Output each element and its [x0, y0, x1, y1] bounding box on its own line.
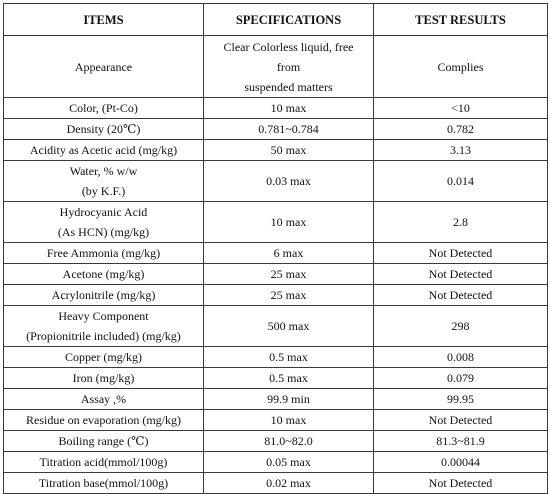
header-items: ITEMS: [4, 4, 204, 36]
item-cell: [4, 243, 204, 264]
item-cell-line: Assay ,%: [80, 392, 127, 406]
table-row: [4, 410, 548, 431]
spec-cell: [204, 36, 374, 98]
header-specifications: SPECIFICATIONS: [204, 4, 374, 36]
spec-cell-line: 0.781~0.784: [258, 122, 319, 136]
spec-cell: [204, 243, 374, 264]
item-cell-line: Density (20℃): [66, 122, 141, 136]
item-cell: [4, 431, 204, 452]
item-cell-line: Titration acid(mmol/100g): [39, 455, 168, 469]
item-cell: [4, 410, 204, 431]
table-row: [4, 98, 548, 119]
item-cell-line: Heavy Component: [58, 309, 149, 323]
table-row: [4, 243, 548, 264]
header-row: [4, 4, 548, 36]
table-row: [4, 347, 548, 368]
item-cell-line: Water, % w/w: [69, 164, 138, 178]
result-cell: Not Detected: [374, 264, 548, 285]
table-row: [4, 368, 548, 389]
spec-cell-line: 10 max: [270, 215, 307, 229]
spec-cell-line: suspended matters: [244, 79, 333, 94]
spec-cell: [204, 473, 374, 494]
item-cell-line: Hydrocyanic Acid: [59, 205, 148, 219]
spec-cell: [204, 368, 374, 389]
spec-cell-line: 0.05 max: [266, 455, 311, 469]
spec-cell-line: 0.02 max: [266, 476, 311, 490]
result-cell: Not Detected: [374, 410, 548, 431]
spec-cell-line: 25 max: [270, 288, 307, 302]
header-test-results: TEST RESULTS: [374, 4, 548, 36]
item-cell: [4, 161, 204, 202]
spec-cell-line: 10 max: [270, 101, 307, 115]
spec-cell-line: 0.03 max: [266, 174, 311, 188]
item-cell-line: Color, (Pt-Co): [69, 101, 138, 115]
item-cell: [4, 368, 204, 389]
table-row: [4, 202, 548, 243]
table-row: [4, 161, 548, 202]
table-row: [4, 140, 548, 161]
spec-cell: [204, 431, 374, 452]
item-cell-line: Acetone (mg/kg): [62, 267, 145, 281]
result-cell: 0.014: [374, 161, 548, 202]
item-cell: [4, 389, 204, 410]
spec-cell-line: 50 max: [270, 143, 307, 157]
result-cell: Not Detected: [374, 473, 548, 494]
item-cell-line: (As HCN) (mg/kg): [57, 225, 150, 239]
item-cell-line: Copper (mg/kg): [65, 350, 142, 364]
item-cell-line: Iron (mg/kg): [72, 371, 135, 385]
item-cell: [4, 140, 204, 161]
item-cell-line: Acidity as Acetic acid (mg/kg): [29, 143, 178, 157]
spec-cell-line: 6 max: [273, 246, 304, 260]
spec-cell-line: 10 max: [270, 413, 307, 427]
item-cell-line: Titration base(mmol/100g): [38, 476, 169, 490]
result-cell: 3.13: [374, 140, 548, 161]
table-row: [4, 264, 548, 285]
table-row: [4, 285, 548, 306]
spec-cell: [204, 410, 374, 431]
spec-cell: [204, 140, 374, 161]
table-row: [4, 431, 548, 452]
spec-cell-line: 25 max: [270, 267, 307, 281]
result-cell: 99.95: [374, 389, 548, 410]
result-cell: 0.782: [374, 119, 548, 140]
item-cell: [4, 119, 204, 140]
item-cell-line: Residue on evaporation (mg/kg): [26, 413, 181, 427]
result-cell: 0.008: [374, 347, 548, 368]
spec-cell: [204, 98, 374, 119]
table-row: [4, 473, 548, 494]
result-cell: <10: [374, 98, 548, 119]
result-cell: Complies: [374, 36, 548, 98]
item-cell-line: (Propionitrile included) (mg/kg): [26, 329, 181, 343]
item-cell: [4, 306, 204, 347]
spec-cell: [204, 119, 374, 140]
item-cell: [4, 202, 204, 243]
result-cell: 2.8: [374, 202, 548, 243]
item-cell: [4, 452, 204, 473]
specification-table: [3, 3, 548, 494]
spec-cell: [204, 389, 374, 410]
table-row: [4, 119, 548, 140]
item-cell: [4, 347, 204, 368]
item-cell: [4, 264, 204, 285]
spec-cell: [204, 202, 374, 243]
item-cell: [4, 36, 204, 98]
item-cell-line: Appearance: [74, 59, 133, 74]
result-cell: 0.079: [374, 368, 548, 389]
result-cell: 298: [374, 306, 548, 347]
item-cell-line: (by K.F.): [81, 184, 126, 198]
item-cell-line: Boiling range (℃): [58, 434, 149, 448]
table-body: [4, 36, 548, 494]
table-row: [4, 452, 548, 473]
spec-cell-line: 0.5 max: [269, 350, 308, 364]
result-cell: Not Detected: [374, 285, 548, 306]
item-cell-line: Acrylonitrile (mg/kg): [51, 288, 156, 302]
spec-cell: [204, 285, 374, 306]
spec-cell-line: 81.0~82.0: [264, 434, 313, 448]
result-cell: 81.3~81.9: [374, 431, 548, 452]
table-row: [4, 36, 548, 98]
result-cell: 0.00044: [374, 452, 548, 473]
spec-cell-line: from: [276, 59, 301, 74]
spec-cell-line: 500 max: [267, 319, 310, 333]
item-cell: [4, 473, 204, 494]
item-cell: [4, 285, 204, 306]
table-row: [4, 306, 548, 347]
result-cell: Not Detected: [374, 243, 548, 264]
spec-cell: [204, 264, 374, 285]
item-cell: [4, 98, 204, 119]
item-cell-line: Free Ammonia (mg/kg): [46, 246, 161, 260]
spec-cell: [204, 452, 374, 473]
table-row: [4, 389, 548, 410]
spec-cell-line: Clear Colorless liquid, free: [223, 39, 354, 54]
spec-cell: [204, 161, 374, 202]
spec-cell: [204, 347, 374, 368]
spec-cell-line: 99.9 min: [267, 392, 310, 406]
spec-cell-line: 0.5 max: [269, 371, 308, 385]
spec-cell: [204, 306, 374, 347]
